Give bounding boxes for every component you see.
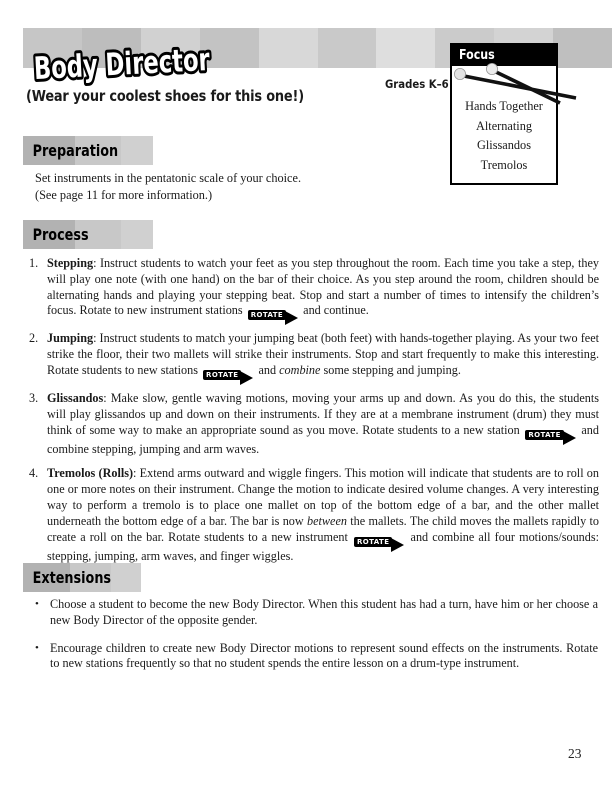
rotate-label: ROTATE [354, 537, 392, 547]
bar-segment [121, 136, 154, 165]
page-subtitle: (Wear your coolest shoes for this one!) [26, 87, 304, 105]
process-item-text [47, 391, 599, 457]
section-bar-extensions [23, 563, 141, 592]
text-run: Tremolos (Rolls) [47, 466, 134, 481]
focus-heading: Focus [459, 48, 495, 63]
text-run: and combine stepping, jumping and arm waves. [47, 422, 599, 456]
text-run: Jumping [47, 331, 94, 346]
preparation-text [35, 170, 301, 203]
rotate-badge [354, 535, 404, 549]
text-run: some stepping and jumping. [320, 362, 461, 377]
rotate-badge [525, 428, 575, 442]
extensions-list [35, 597, 598, 684]
process-item [29, 391, 599, 457]
extension-item [35, 597, 598, 629]
rotate-arrow-icon [563, 431, 576, 445]
rotate-label: ROTATE [248, 310, 286, 320]
rotate-arrow-icon [391, 538, 404, 552]
section-bar-process [23, 220, 153, 249]
text-run: and combine all four motions/sounds: stepping, jumping, arm waves, and finger wiggles. [47, 529, 600, 563]
process-item-text [47, 466, 599, 564]
text-run: between [307, 513, 347, 528]
rotate-badge [203, 368, 253, 382]
process-item-text [47, 331, 599, 382]
section-bar-preparation [23, 136, 153, 165]
text-run: and continue. [300, 303, 369, 318]
text-run: and [255, 362, 280, 377]
process-item [29, 466, 599, 564]
focus-item: Alternating [475, 118, 532, 133]
mallets-icon [446, 60, 586, 110]
focus-item: Hands Together [465, 99, 543, 113]
process-list [29, 256, 599, 573]
text-run: : Make slow, gentle waving motions, moving your arms up and down. As you do this, the students will play glissandos up and down on their instruments. If they are at a membrane instrument (drum) they must think of some way to make an appropriate sound as you move. Rotate students to a new station [47, 390, 599, 437]
title-wordart [22, 28, 282, 98]
preparation-line: Set instruments in the pentatonic scale of your choice. [35, 171, 302, 185]
process-item [29, 256, 599, 322]
page-number: 23 [568, 746, 582, 761]
grades-label: Grades K–6 [385, 77, 449, 91]
checker-square [376, 28, 435, 68]
text-run: combine [279, 362, 321, 377]
process-heading: Process [32, 225, 89, 244]
text-run: the mallets. The child moves the mallets rapidly to create a roll on the bar. Rotate students to a new instrument [47, 513, 599, 544]
process-item-number: 4. [29, 466, 39, 481]
extensions-heading: Extensions [32, 568, 112, 587]
process-item [29, 331, 599, 382]
bullet-icon: • [35, 641, 39, 654]
preparation-line: (See page 11 for more information.) [35, 187, 213, 202]
extension-text: Encourage children to create new Body Director motions to represent sound effects on the instruments. Rotate to new stations frequently so that no student spends the entire lesson on a drum-type instrument. [50, 640, 598, 671]
text-run: : Extend arms outward and wiggle fingers. This motion will indicate that students are to roll on one or more notes on their instrument. Change the motion to indicate desired volume changes. A very interesting way to perform a tremolo is to place one mallet on top of the bottom edge of a bar, and the other mallet underneath the bottom edge of a bar. The bar is now [47, 466, 599, 528]
process-item-number: 3. [29, 390, 39, 405]
text-run: : Instruct students to match your jumping beat (both feet) with hands-together playing. As your two feet strike the floor, their two mallets will strike their instruments. Stop and start frequently to make this interesting. Rotate students to new stations [47, 331, 599, 377]
process-item-text [47, 256, 599, 322]
rotate-arrow-icon [285, 311, 298, 325]
process-item-number: 1. [29, 256, 39, 270]
extension-text: Choose a student to become the new Body Director. When this student has had a turn, have him or her choose a new Body Director of the opposite gender. [50, 597, 598, 627]
focus-item: Glissandos [477, 138, 531, 152]
process-item-number: 2. [29, 331, 39, 346]
extension-item [35, 641, 598, 673]
rotate-badge [248, 308, 298, 322]
checker-square [318, 28, 377, 68]
text-run: Glissandos [47, 390, 104, 405]
bar-segment [121, 220, 154, 249]
bar-segment [111, 563, 141, 592]
rotate-arrow-icon [240, 371, 253, 385]
page-title: Body Director [32, 38, 276, 88]
rotate-label: ROTATE [525, 430, 563, 440]
rotate-label: ROTATE [203, 370, 241, 380]
text-run: Stepping [47, 256, 94, 270]
bullet-icon: • [35, 598, 39, 610]
focus-item: Tremolos [480, 157, 528, 172]
text-run: : Instruct students to watch your feet as you step throughout the room. Each time you take a step, they will play one note (with one hand) on the bar of their choice. As you step around the room, children should be alternating hands and playing your stepping beat. Stop and start a number of times to intensify the children’s focus. Rotate to new instrument stations [47, 256, 599, 318]
preparation-heading: Preparation [32, 141, 119, 160]
